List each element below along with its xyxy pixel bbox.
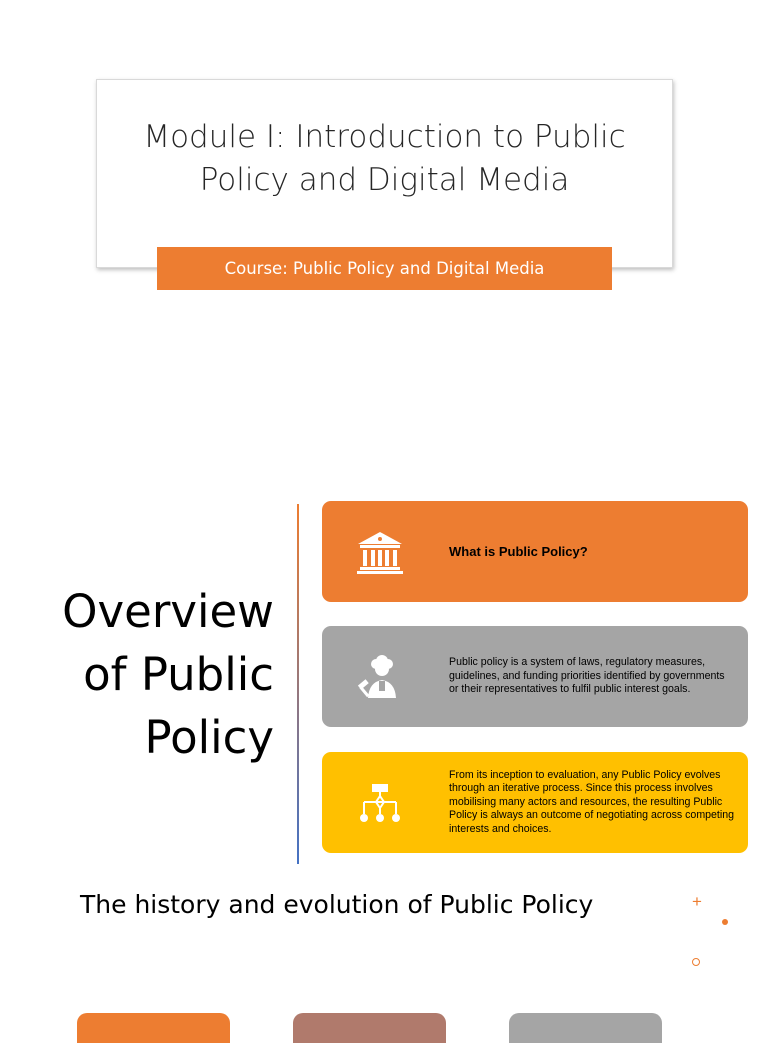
- overview-title: [14, 580, 274, 769]
- card-text: From its inception to evaluation, any Public Policy evolves through an iterative process. Since this process involves mobilising many actors and resources, the resulting Public Policy is always an outcome of negotiating across competing interests and choices.: [449, 768, 735, 835]
- plus-decoration-icon: +: [692, 892, 702, 911]
- course-label: Course: Public Policy and Digital Media: [224, 259, 545, 278]
- history-title: The history and evolution of Public Policy: [80, 890, 594, 919]
- timeline-box-1: [77, 1013, 230, 1043]
- hierarchy-flowchart-icon: [352, 778, 408, 828]
- ring-decoration-icon: [692, 958, 700, 966]
- module-title-box: [96, 79, 673, 268]
- card-what-is-public-policy: [322, 501, 748, 602]
- card-text: Public policy is a system of laws, regulatory measures, guidelines, and funding priorities identified by governments or their representatives to fulfil public interest goals.: [449, 656, 725, 696]
- vertical-divider: [297, 504, 299, 864]
- government-building-icon: [352, 527, 408, 577]
- card-process: [322, 752, 748, 853]
- dot-decoration-icon: [722, 919, 728, 925]
- overview-title-line-3: Policy: [144, 711, 274, 764]
- course-label-bar: [157, 247, 612, 290]
- overview-title-line-1: Overview: [62, 585, 274, 638]
- judge-gavel-icon: [352, 652, 408, 702]
- timeline-box-2: [293, 1013, 446, 1043]
- card-definition: [322, 626, 748, 727]
- module-title: Module I: Introduction to Public Policy and Digital Media: [143, 119, 626, 198]
- timeline-box-3: [509, 1013, 662, 1043]
- overview-title-line-2: of Public: [83, 648, 274, 701]
- card-heading: What is Public Policy?: [449, 544, 588, 559]
